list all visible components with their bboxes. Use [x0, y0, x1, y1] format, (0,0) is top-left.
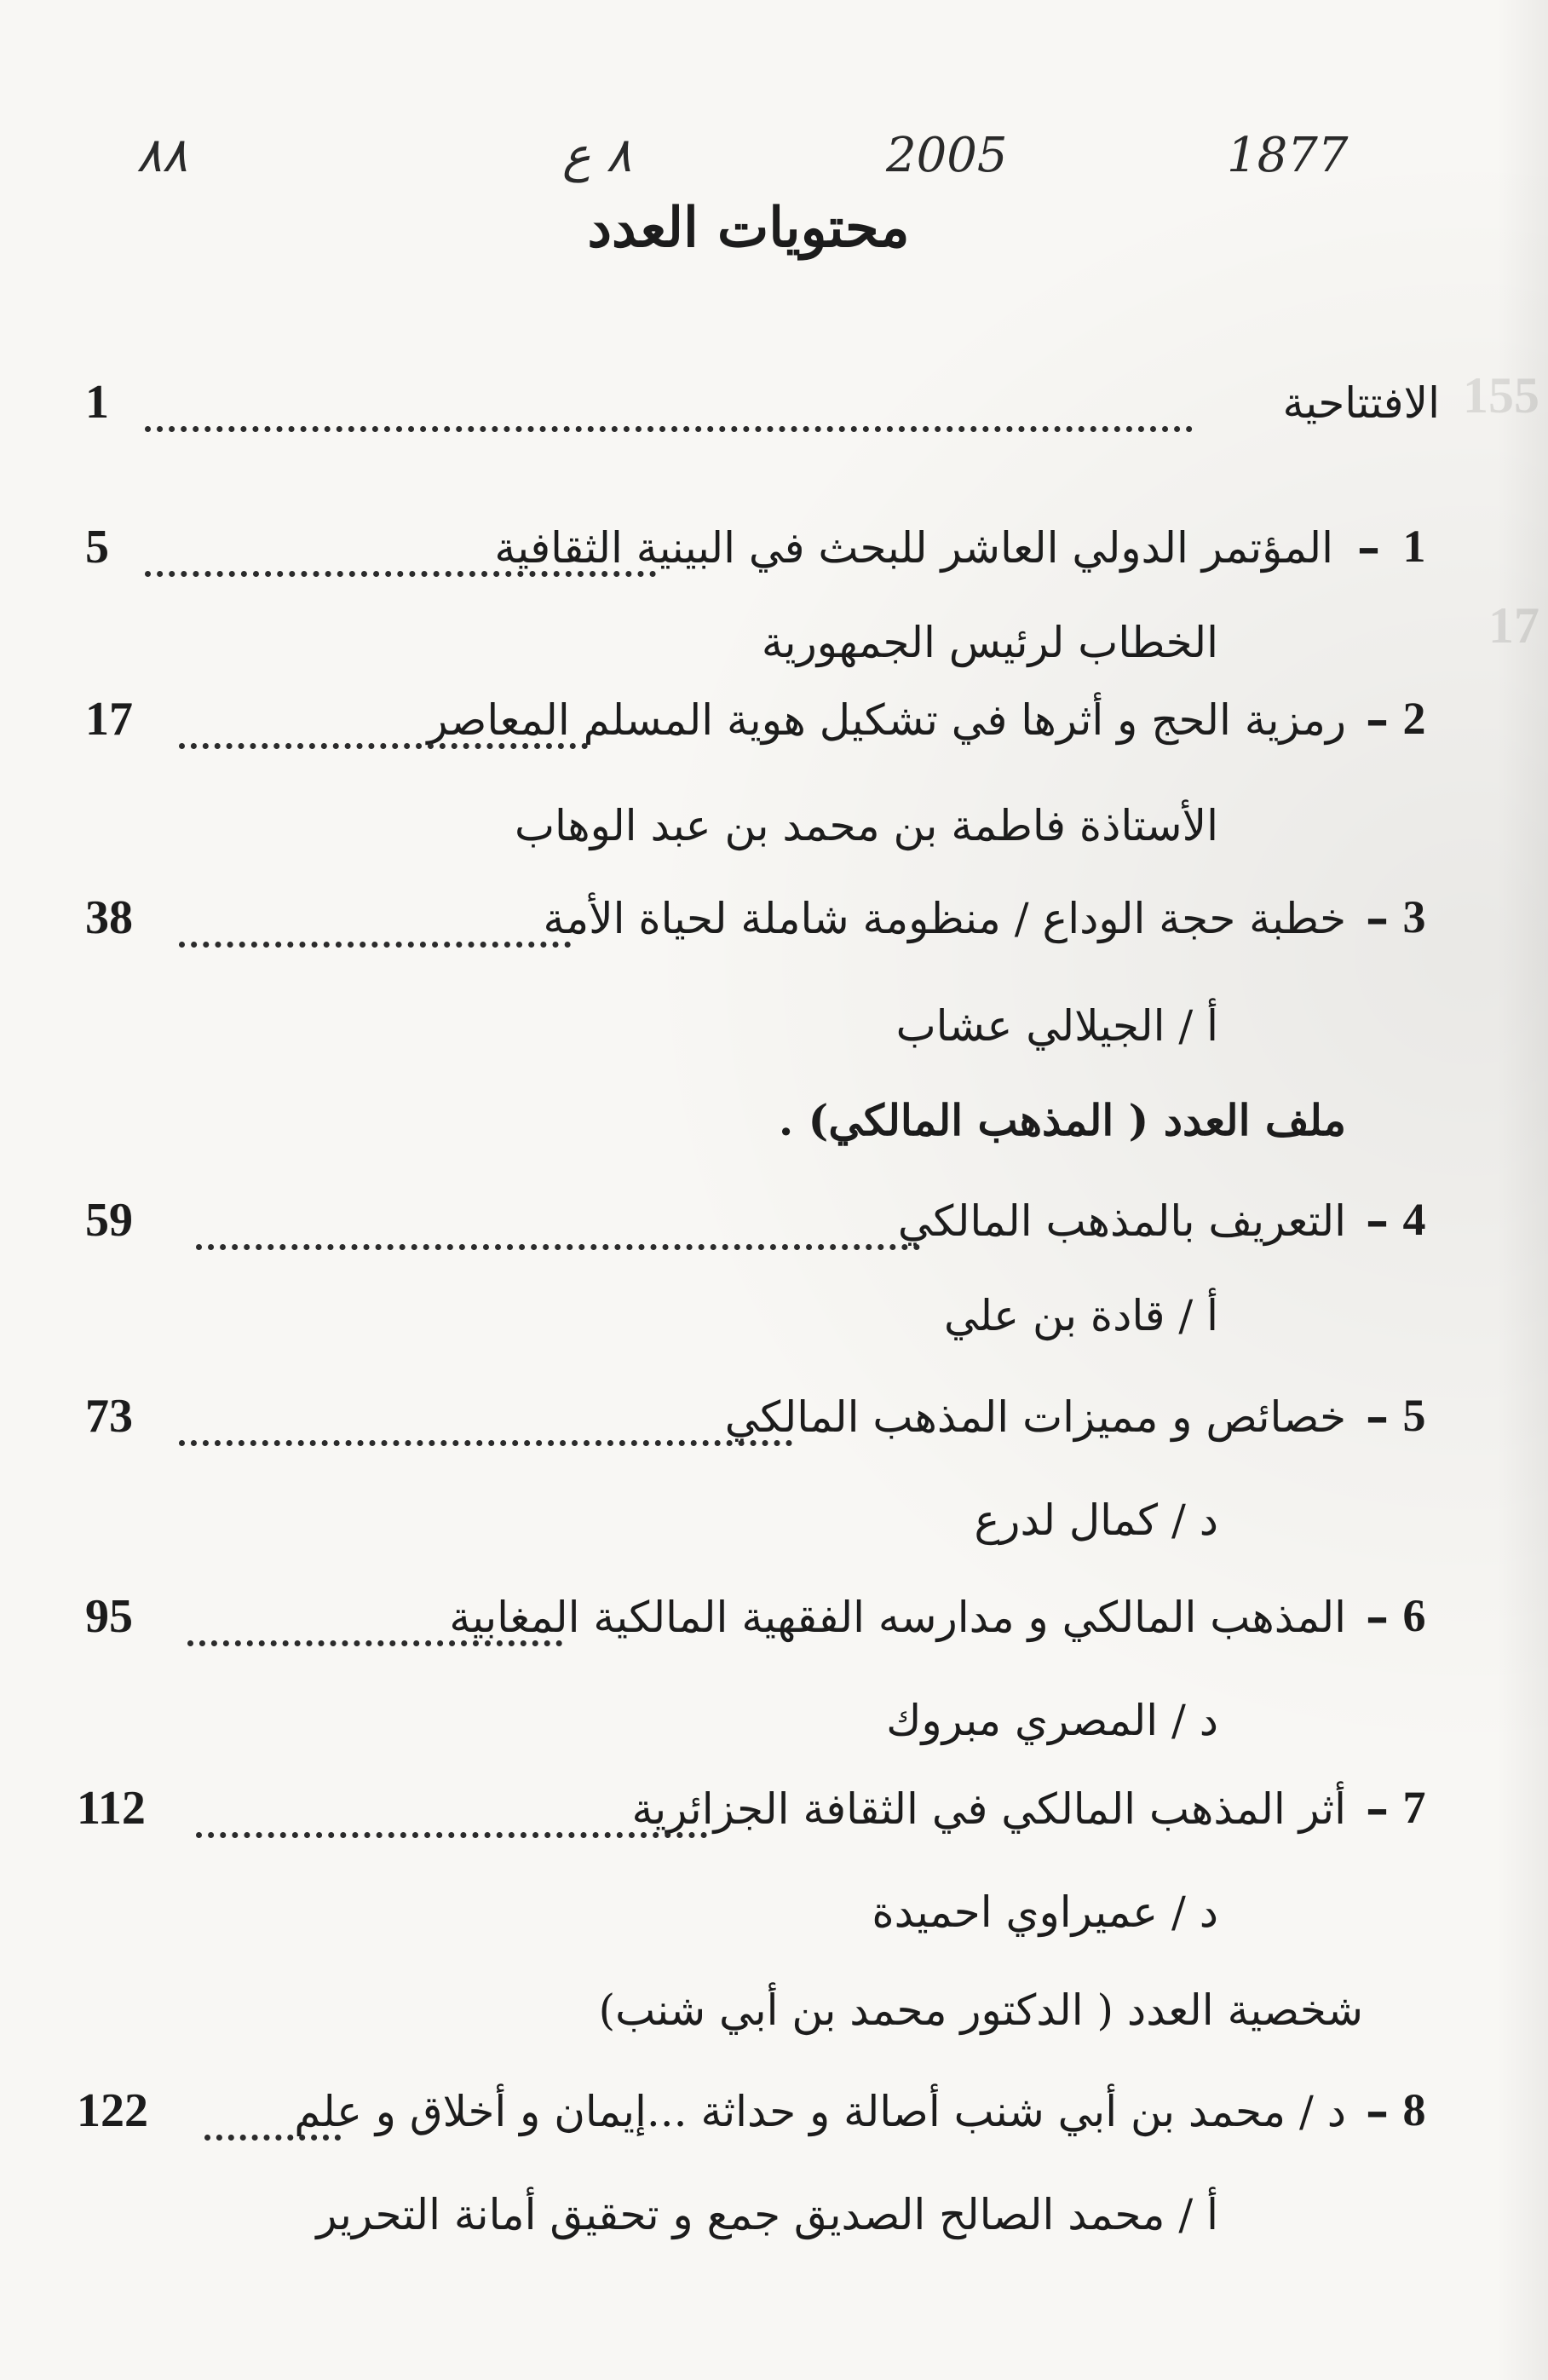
leader-dots: [196, 1781, 707, 1838]
leader-dots: [196, 1193, 920, 1250]
toc-entry: [85, 1589, 1448, 1666]
toc-entry-number: 8: [1402, 2084, 1426, 2135]
handwritten-note-year: 2005: [886, 128, 1008, 183]
handwritten-note-middle: ٨ ع: [562, 128, 632, 183]
toc-entry-page: 122: [77, 2084, 148, 2137]
toc-entry-page: 95: [85, 1590, 133, 1643]
toc-entry-dash: –: [1366, 1193, 1389, 1248]
toc-entry-title: خطبة حجة الوداع / منظومة شاملة لحياة الأمة: [543, 894, 1346, 943]
toc-entry-title: المؤتمر الدولي العاشر للبحث في البينية الثقافية: [494, 523, 1333, 573]
toc-entry: [77, 2083, 1448, 2160]
toc-entry-dash: –: [1366, 692, 1389, 746]
toc-entry-number: 6: [1402, 1590, 1426, 1641]
toc-entry-author: أ / محمد الصالح الصديق جمع و تحقيق أمانة التحرير: [316, 2190, 1218, 2239]
leader-dots: [204, 2083, 341, 2141]
toc-entry: [85, 890, 1448, 967]
toc-entry-dash: –: [1366, 1781, 1389, 1835]
toc-entry-author: الأستاذة فاطمة بن محمد بن عبد الوهاب: [514, 801, 1218, 850]
toc-entry-author: د / المصري مبروك: [886, 1696, 1218, 1745]
toc-entry-title: خصائص و مميزات المذهب المالكي: [724, 1392, 1346, 1442]
toc-entry-title: د / محمد بن أبي شنب أصالة و حداثة ...إيمان و أخلاق و علم: [294, 2087, 1346, 2136]
toc-entry-number: 3: [1402, 891, 1426, 942]
toc-intro-label: الافتتاحية: [1282, 378, 1440, 428]
toc-entry-dash: –: [1366, 2083, 1389, 2138]
toc-intro-page: 1: [85, 376, 109, 429]
page-title: محتويات العدد: [587, 196, 910, 260]
toc-entry-title: أثر المذهب المالكي في الثقافة الجزائرية: [631, 1784, 1346, 1834]
toc-entry-number: 4: [1402, 1194, 1426, 1245]
toc-entry-dash: –: [1357, 520, 1380, 574]
toc-entry-dash: –: [1366, 1389, 1389, 1444]
toc-entry: [85, 1193, 1448, 1270]
toc-entry-author: د / عميراوي احميدة: [872, 1887, 1218, 1937]
toc-entry-dash: –: [1366, 1589, 1389, 1644]
toc-entry-author: الخطاب لرئيس الجمهورية: [761, 618, 1218, 667]
leader-dots: [187, 1589, 562, 1646]
toc-entry-number: 7: [1402, 1782, 1426, 1833]
leader-dots: [179, 890, 571, 948]
toc-entry-number: 2: [1402, 693, 1426, 744]
toc-entry-author: أ / الجيلالي عشاب: [895, 1001, 1218, 1051]
toc-entry-dash: –: [1366, 890, 1389, 945]
leader-dots: [145, 520, 656, 577]
toc-entry: [85, 1389, 1448, 1466]
section-file-heading: ملف العدد ( المذهب المالكي) .: [778, 1095, 1346, 1145]
toc-entry-title: التعريف بالمذهب المالكي: [897, 1196, 1346, 1246]
leader-dots: [145, 375, 1193, 432]
toc-entry: [85, 692, 1448, 769]
bleed-through-17: 17: [1488, 597, 1539, 654]
section-personality-heading: شخصية العدد ( الدكتور محمد بن أبي شنب): [598, 1985, 1363, 2035]
bleed-through-155: 155: [1463, 367, 1539, 424]
toc-entry-number: 5: [1402, 1390, 1426, 1441]
toc-entry-page: 38: [85, 891, 133, 944]
toc-entry-page: 112: [77, 1782, 146, 1835]
toc-entry: [85, 520, 1448, 596]
toc-entry-page: 17: [85, 693, 133, 746]
toc-entry: [77, 1781, 1448, 1858]
toc-entry-title: المذهب المالكي و مدارسه الفقهية المالكية المغابية: [449, 1593, 1346, 1642]
toc-entry-page: 5: [85, 521, 109, 573]
toc-entry-page: 59: [85, 1194, 133, 1247]
toc-entry-page: 73: [85, 1390, 133, 1443]
toc-entry-author: أ / قادة بن علي: [944, 1291, 1218, 1340]
toc-entry-author: د / كمال لدرع: [974, 1495, 1218, 1545]
toc-intro-row: [85, 375, 1448, 452]
handwritten-note-right: 1877: [1227, 128, 1349, 183]
toc-entry-title: رمزية الحج و أثرها في تشكيل هوية المسلم المعاصر: [427, 695, 1346, 745]
leader-dots: [179, 692, 588, 749]
handwritten-note-left: ٨٨: [136, 128, 188, 183]
leader-dots: [179, 1389, 792, 1446]
toc-entry-number: 1: [1402, 521, 1426, 572]
